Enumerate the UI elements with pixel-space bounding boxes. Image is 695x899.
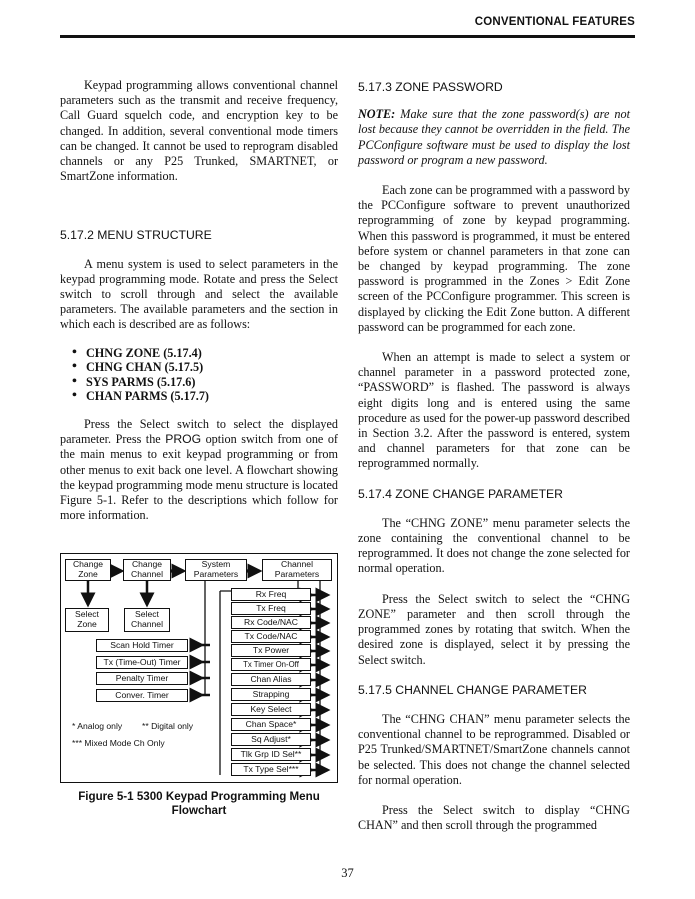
text-run: option switch from one of the main menus to exit keypad programming or from other menus to exit back one level. A flowchart showing the keypad programming mode menu structure is located Figure 5-1. Refer to the descriptions which follow for more information. [60,432,338,523]
change-channel-box: Change Channel [123,559,171,581]
paragraph-select-chng-zone: Press the Select switch to select the “CHNG ZONE” parameter and then scroll through the programmed zones by rotating that switch. When the desired zone is displayed, select it by pressing the Select switch. [358,591,630,667]
select-zone-box: Select Zone [65,608,109,632]
list-item: • SYS PARMS (5.17.6) [72,375,338,390]
right-column [358,80,630,833]
param-box: Chan Space* [231,718,311,731]
prog-switch-label: PROG [165,432,202,447]
caption-line: Flowchart [171,804,227,817]
param-box: Tx Code/NAC [231,630,311,643]
paragraph-chng-chan: The “CHNG CHAN” menu parameter selects the conventional channel to be reprogrammed. Disabled or P25 Trunked/SMARTNET/SmartZone channels cannot be selected. This does not change the channel selected for normal operation. [358,711,630,787]
running-header: CONVENTIONAL FEATURES [474,16,635,28]
list-item: • CHAN PARMS (5.17.7) [72,389,338,404]
section-heading-menu-structure: 5.17.2 MENU STRUCTURE [60,228,212,243]
param-box: Tx Power [231,644,311,657]
param-box: Rx Code/NAC [231,616,311,629]
paragraph-select-switch [60,417,338,523]
section-heading-channel-change: 5.17.5 CHANNEL CHANGE PARAMETER [358,682,587,697]
param-box: Tlk Grp ID Sel** [231,748,311,761]
paragraph-intro: Keypad programming allows conventional channel parameters such as the transmit and receive frequency, Call Guard squelch code, and encryption key to be changed. In addition, several conventional mode timers can be changed. It cannot be used to reprogram disabled channels or any P25 Trunked, SMARTNET, or SmartZone information. [60,78,338,184]
change-zone-box: Change Zone [65,559,111,581]
paragraph-chng-zone: The “CHNG ZONE” menu parameter selects the zone containing the conventional channel to be reprogrammed. It does not change the zone selected for normal operation. [358,515,630,576]
text-run: Press the Select switch to select the displayed parameter. Press the [60,417,338,447]
param-box: Strapping [231,688,311,701]
list-item: • CHNG ZONE (5.17.4) [72,346,338,361]
text-run: Make sure that the zone password(s) are not lost because they cannot be overridden in the field. The PCConfigure software must be used to display the lost password or program a new password. [358,107,630,167]
select-channel-box: Select Channel [124,608,170,632]
section-heading-zone-change: 5.17.4 ZONE CHANGE PARAMETER [358,486,563,501]
header-rule [60,35,635,38]
paragraph-menu-system: A menu system is used to select parameters in the keypad programming mode. Rotate and press the Select switch to scroll through and select the available parameters. The available parameters and the section in which each is described are as follows: [60,256,338,332]
scan-hold-timer-box: Scan Hold Timer [96,639,188,652]
param-box: Tx Timer On-Off [231,658,311,671]
keypad-menu-flowchart [60,553,338,783]
param-box: Key Select [231,703,311,716]
param-box: Sq Adjust* [231,733,311,746]
conver-timer-box: Conver. Timer [96,689,188,702]
list-item: • CHNG CHAN (5.17.5) [72,360,338,375]
paragraph-password-flash: When an attempt is made to select a system or channel parameter in a password protected zone, “PASSWORD” is flashed. The password is always eight digits long and is entered using the same procedure as used for the power-up password described in Section 3.2. After the password is entered, system and channel parameters for that zone can be reprogrammed normally. [358,350,630,471]
left-column [60,78,338,523]
page-number: 37 [341,866,354,880]
note-label: NOTE: [358,107,396,122]
note-digital-only: ** Digital only [142,721,194,731]
section-heading-zone-password: 5.17.3 ZONE PASSWORD [358,80,503,94]
tx-timeout-timer-box: Tx (Time-Out) Timer [96,656,188,669]
param-box: Chan Alias [231,673,311,686]
caption-line: Figure 5-1 5300 Keypad Programming Menu [78,790,320,803]
param-box: Rx Freq [231,588,311,601]
parameter-list [72,346,338,404]
paragraph-zone-password: Each zone can be programmed with a password by the PCConfigure software to prevent unauthorized reprogramming of zone by keypad programming. When this password is programmed, it must be entered before system or channel parameters in that zone can be changed by keypad programming. The zone password is programmed in the Zones > Edit Zone screen of the PCConfigure programmer. This screen is displayed by clicking the Edit Zone button. A different password can be programmed for each zone. [358,183,630,334]
note-mixed-mode: *** Mixed Mode Ch Only [72,738,165,748]
note-analog-only: * Analog only [72,721,123,731]
param-box: Tx Type Sel*** [231,763,311,776]
figure-caption [60,790,338,818]
param-box: Tx Freq [231,602,311,615]
note-paragraph [358,107,630,168]
system-parameters-box: System Parameters [185,559,247,581]
paragraph-select-chng-chan: Press the Select switch to display “CHNG CHAN” and then scroll through the programmed [358,802,630,833]
channel-parameters-box: Channel Parameters [262,559,332,581]
penalty-timer-box: Penalty Timer [96,672,188,685]
